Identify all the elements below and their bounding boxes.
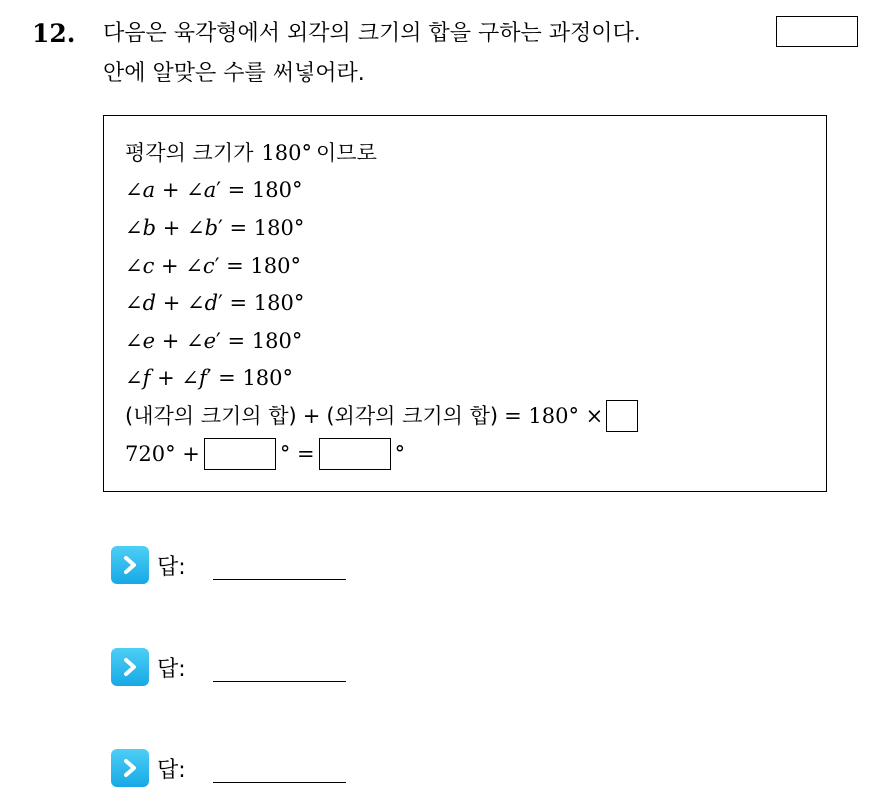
- chevron-right-icon: [111, 546, 149, 584]
- question-number: 12.: [32, 19, 76, 48]
- equation-f: ∠ f + ∠ f ′ = 180°: [125, 366, 294, 390]
- answer-row-1: [111, 545, 186, 585]
- equation-c: ∠ c + ∠ c ′ = 180°: [125, 254, 301, 278]
- proof-intro: [125, 138, 377, 168]
- answer-input-line[interactable]: [213, 681, 346, 682]
- proof-intro-text: 평각의 크기가: [125, 141, 254, 165]
- question-blank-box: [776, 16, 858, 47]
- blank-exterior-sum: [204, 438, 276, 470]
- proof-intro-tail: 이므로: [316, 141, 377, 165]
- chevron-right-icon: [111, 648, 149, 686]
- sum-relation: (내각의 크기의 합) + (외각의 크기의 합) = 180° ×: [125, 400, 638, 432]
- proof-intro-value: 180°: [261, 141, 312, 165]
- equation-d: ∠ d + ∠ d ′ = 180°: [125, 291, 305, 315]
- equation-e: ∠ e + ∠ e ′ = 180°: [125, 329, 303, 353]
- answer-label: 답:: [157, 757, 186, 783]
- interior-sum-label: (내각의 크기의 합): [125, 404, 297, 428]
- blank-multiplier: [606, 400, 638, 432]
- question-text-line-2: 안에 알맞은 수를 써넣어라.: [103, 61, 365, 86]
- answer-row-3: [111, 748, 186, 788]
- blank-total: [319, 438, 391, 470]
- answer-input-line[interactable]: [213, 782, 346, 783]
- equation-b: ∠ b + ∠ b ′ = 180°: [125, 216, 305, 240]
- question-text-line-1: 다음은 육각형에서 외각의 크기의 합을 구하는 과정이다.: [103, 21, 641, 46]
- answer-label: 답:: [157, 554, 186, 580]
- chevron-right-icon: [111, 749, 149, 787]
- answer-label: 답:: [157, 656, 186, 682]
- answer-row-2: [111, 647, 186, 687]
- final-equation: 720° + ° = °: [125, 438, 405, 470]
- proof-box: [103, 115, 827, 492]
- exterior-sum-label: (외각의 크기의 합): [326, 404, 499, 428]
- equation-a: ∠ a + ∠ a ′ = 180°: [125, 178, 303, 202]
- answer-input-line[interactable]: [213, 579, 346, 580]
